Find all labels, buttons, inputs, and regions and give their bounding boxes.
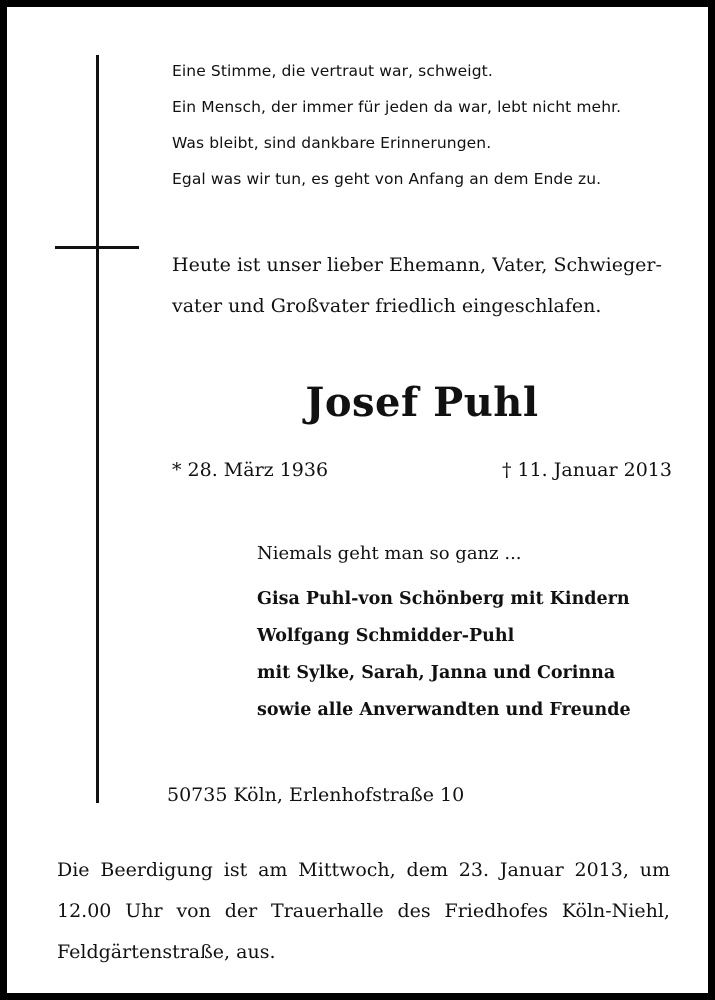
funeral-word: Beerdigung — [100, 859, 213, 881]
funeral-word: Köln-Niehl, — [561, 900, 670, 922]
mourners-block — [257, 539, 631, 729]
funeral-line-1 — [57, 850, 670, 891]
verse-line: Ein Mensch, der immer für jeden da war, lebt nicht mehr. — [172, 98, 622, 116]
funeral-word: von — [176, 900, 211, 922]
funeral-word: Friedhofes — [444, 900, 548, 922]
funeral-word: Januar — [499, 859, 564, 881]
funeral-line-3: Feldgärtenstraße, aus. — [57, 941, 276, 963]
funeral-word: am — [258, 859, 288, 881]
verse-line: Eine Stimme, die vertraut war, schweigt. — [172, 62, 493, 80]
birth-date: * 28. März 1936 — [172, 459, 329, 481]
death-date: † 11. Januar 2013 — [501, 459, 672, 481]
verse-line: Was bleibt, sind dankbare Erinnerungen. — [172, 134, 492, 152]
funeral-word: um — [639, 859, 670, 881]
funeral-word: 12.00 — [57, 900, 112, 922]
funeral-word: dem — [406, 859, 448, 881]
cross-vertical-bar — [96, 55, 99, 803]
funeral-word: 23. — [458, 859, 490, 881]
family-address: 50735 Köln, Erlenhofstraße 10 — [167, 784, 465, 806]
mourner-line: sowie alle Anverwandten und Freunde — [257, 700, 631, 720]
deceased-name: Josef Puhl — [305, 379, 539, 426]
verse-line: Egal was wir tun, es geht von Anfang an dem Ende zu. — [172, 170, 602, 188]
funeral-word: Die — [57, 859, 90, 881]
mourner-line: Gisa Puhl-von Schönberg mit Kindern — [257, 589, 630, 609]
life-dates — [172, 459, 672, 481]
memorial-verse — [172, 53, 621, 197]
funeral-word: ist — [223, 859, 248, 881]
funeral-line-2 — [57, 891, 670, 932]
funeral-word: Uhr — [125, 900, 163, 922]
mourners-tagline: Niemals geht man so ganz ... — [257, 543, 522, 564]
funeral-word: der — [224, 900, 258, 922]
funeral-word: Trauerhalle — [271, 900, 384, 922]
mourner-line: mit Sylke, Sarah, Janna und Corinna — [257, 663, 616, 683]
announcement-line: Heute ist unser lieber Ehemann, Vater, Schwieger- — [172, 254, 662, 276]
cross-horizontal-bar — [55, 246, 139, 249]
mourner-line: Wolfgang Schmidder-Puhl — [257, 626, 515, 646]
funeral-word: des — [397, 900, 431, 922]
funeral-word: Mittwoch, — [298, 859, 396, 881]
announcement-line: vater und Großvater friedlich eingeschlafen. — [172, 295, 602, 317]
announcement-text — [172, 245, 682, 327]
funeral-word: 2013, — [574, 859, 629, 881]
funeral-details — [57, 850, 670, 973]
